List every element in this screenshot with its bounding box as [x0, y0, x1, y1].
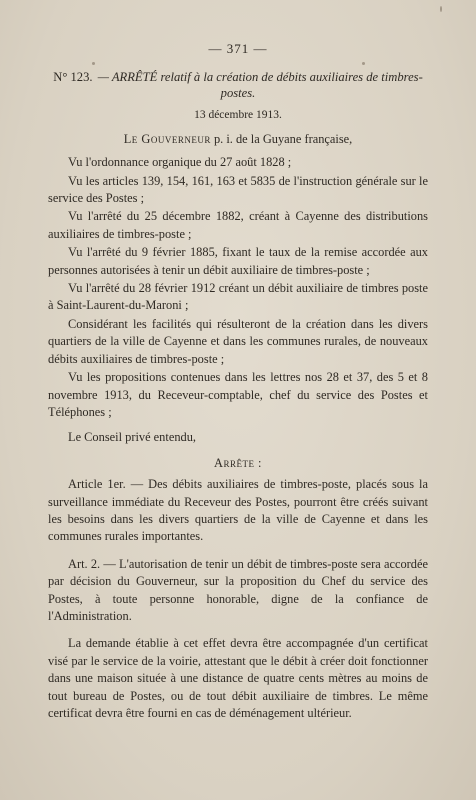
article-2: Art. 2. — L'autorisation de tenir un débit de timbres-poste sera accordée par décision du Gouverneur, sur la proposition du Chef du service des Postes, à toute personne honorable, digne de la confiance de l'Administration.: [48, 556, 428, 623]
page-number: — 371 —: [208, 41, 268, 56]
visa-paragraph: Vu les articles 139, 154, 161, 163 et 5835 de l'instruction générale sur le service des Postes ;: [48, 173, 428, 206]
decree-date: 13 décembre 1913.: [194, 109, 282, 122]
ink-speck: [440, 6, 442, 12]
visa-paragraph: Vu l'arrêté du 25 décembre 1882, créant à Cayenne des distributions auxiliaires de timbres-poste ;: [48, 209, 428, 241]
document-body: [48, 40, 428, 732]
governor-line: [48, 131, 428, 148]
decree-number: N° 123.: [53, 70, 93, 85]
decree-title: — ARRÊTÉ relatif à la création de débits auxiliaires de timbres-postes.: [97, 70, 423, 101]
visa-paragraph: Vu l'arrêté du 9 février 1885, fixant le taux de la remise accordée aux personnes autorisées à tenir un débit auxiliaire de timbres-poste ;: [48, 245, 428, 277]
visa-paragraph: Vu les propositions contenues dans les lettres nos 28 et 37, des 5 et 8 novembre 1913, du Receveur-comptable, chef du service des Postes et Téléphones ;: [48, 370, 428, 419]
considerant-paragraph: Considérant les facilités qui résulteront de la création dans les divers quartiers de la ville de Cayenne et dans les communes rurales, de nouveaux débits auxiliaires de timbres-poste ;: [48, 316, 428, 366]
document-heading: [48, 69, 428, 101]
arrete-heading: Arrête :: [214, 455, 262, 470]
article-2-continued: La demande établie à cet effet devra être accompagnée d'un certificat visé par le service de la voirie, attestant que le débit à créer doit fonctionner dans une maison située à une distance de quatre cents mètres au moins de tout bureau de Postes, ou de tout débit auxiliaire de timbres. Le même certificat devra être fourni en cas de déménagement ultérieur.: [48, 636, 428, 720]
article-1: Article 1er. — Des débits auxiliaires de timbres-poste, placés sous la surveillance immédiate du Receveur des Postes, pourront être créés suivant les besoins dans les divers quartiers de la ville de Cayenne et dans les communes rurales importantes.: [48, 477, 428, 544]
governor-title: Le Gouverneur: [123, 131, 211, 146]
governor-rest: p. i. de la Guyane française,: [213, 131, 353, 146]
visa-paragraph: Vu l'ordonnance organique du 27 août 1828 ;: [68, 155, 292, 170]
conseil-line: Le Conseil privé entendu,: [68, 430, 197, 445]
visa-paragraph: Vu l'arrêté du 28 février 1912 créant un débit auxiliaire de timbres poste à Saint-Laurent-du-Maroni ;: [48, 281, 428, 313]
